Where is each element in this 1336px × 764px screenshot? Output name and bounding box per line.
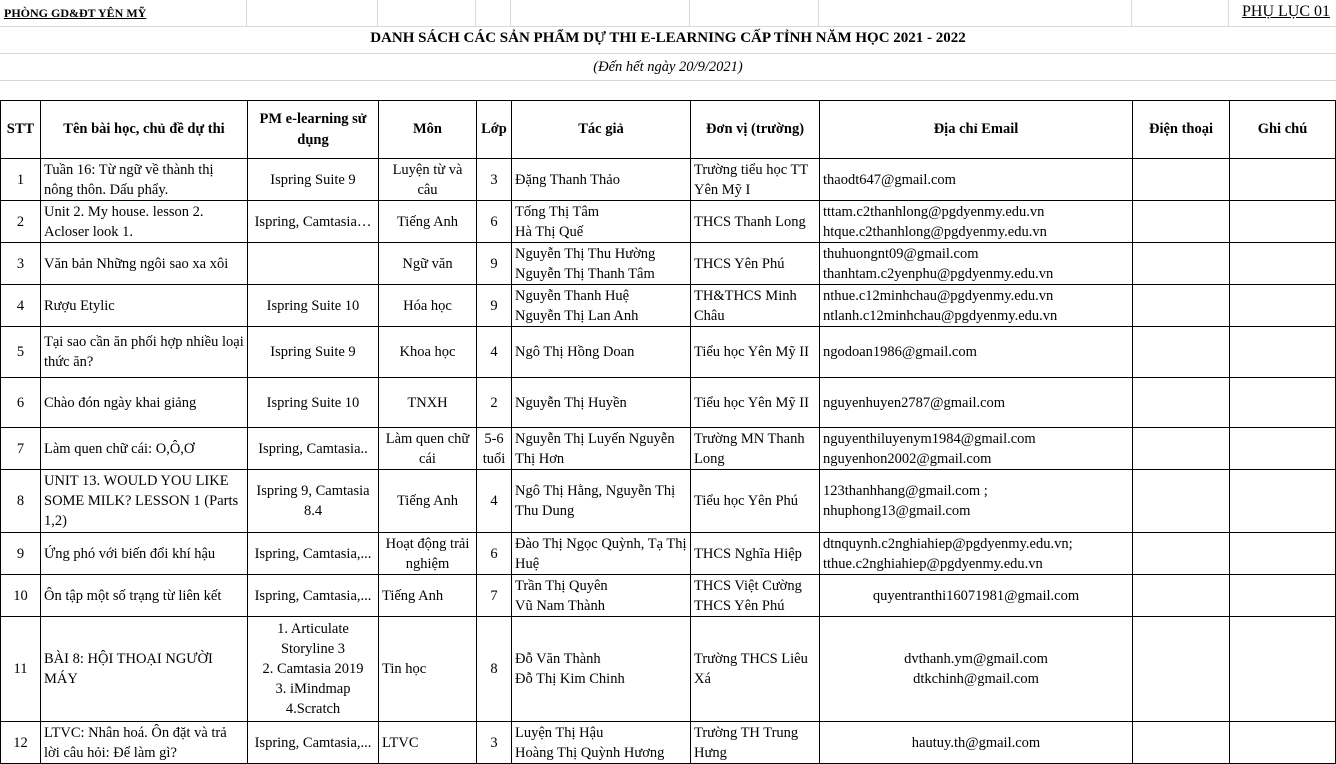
author-cell (512, 159, 691, 201)
subject-cell: Tiếng Anh (379, 575, 477, 617)
author-name: Nguyễn Thanh Huệ (515, 287, 630, 304)
column-header: Lớp (477, 101, 512, 159)
email-address: tttam.c2thanhlong@pgdyenmy.edu.vn (823, 203, 1045, 220)
grade-cell: 4 (477, 470, 512, 533)
phone-cell (1133, 617, 1230, 722)
software-cell: Ispring Suite 10 (248, 285, 379, 327)
subject-cell: Tiếng Anh (379, 470, 477, 533)
email-cell (820, 428, 1133, 470)
software-cell: Ispring, Camtasia,... (248, 575, 379, 617)
unit-cell: Trường tiểu học TT Yên Mỹ I (691, 159, 820, 201)
lesson-cell: Tuần 16: Từ ngữ về thành thị nông thôn. Dấu phẩy. (41, 159, 248, 201)
software-cell (248, 243, 379, 285)
note-cell (1230, 428, 1336, 470)
email-address: nguyenthiluyenym1984@gmail.com (823, 430, 1036, 447)
note-cell (1230, 617, 1336, 722)
phone-cell (1133, 722, 1230, 764)
grid-line (818, 0, 819, 27)
table-row (1, 533, 1336, 575)
note-cell (1230, 327, 1336, 378)
grade-cell: 6 (477, 533, 512, 575)
lesson-cell: LTVC: Nhân hoá. Ôn đặt và trả lời câu hỏi: Để làm gì? (41, 722, 248, 764)
unit-cell: Tiểu học Yên Phú (691, 470, 820, 533)
grade-cell: 2 (477, 378, 512, 428)
appendix-label: PHỤ LỤC 01 (1241, 3, 1330, 20)
note-cell (1230, 201, 1336, 243)
subject-cell: Hoạt động trải nghiệm (379, 533, 477, 575)
phone-cell (1133, 285, 1230, 327)
email-address: thaodt647@gmail.com (823, 171, 956, 188)
stt-cell: 2 (1, 201, 41, 243)
column-header: Đơn vị (trường) (691, 101, 820, 159)
author-name: Nguyễn Thị Luyến Nguyễn Thị Hơn (515, 430, 675, 467)
lesson-cell: Tại sao cần ăn phối hợp nhiều loại thức ăn? (41, 327, 248, 378)
note-cell (1230, 533, 1336, 575)
software-cell: Ispring Suite 10 (248, 378, 379, 428)
subject-cell: Làm quen chữ cái (379, 428, 477, 470)
email-cell (820, 285, 1133, 327)
email-cell (820, 470, 1133, 533)
page-title: DANH SÁCH CÁC SẢN PHẨM DỰ THI E-LEARNING CẤP TỈNH NĂM HỌC 2021 - 2022 (370, 30, 966, 46)
author-cell (512, 575, 691, 617)
phone-cell (1133, 243, 1230, 285)
column-header: Địa chỉ Email (820, 101, 1133, 159)
author-name: Tống Thị Tâm (515, 203, 600, 220)
lesson-cell: Ôn tập một số trạng từ liên kết (41, 575, 248, 617)
email-address: htque.c2thanhlong@pgdyenmy.edu.vn (823, 223, 1047, 240)
grid-line (689, 0, 690, 27)
unit-cell: THCS Thanh Long (691, 201, 820, 243)
email-address: ntlanh.c12minhchau@pgdyenmy.edu.vn (823, 307, 1058, 324)
author-cell (512, 470, 691, 533)
unit-cell: Tiểu học Yên Mỹ II (691, 378, 820, 428)
software-cell: Ispring, Camtasia… (248, 201, 379, 243)
grid-line (1228, 0, 1229, 27)
subject-cell: Khoa học (379, 327, 477, 378)
grade-cell: 6 (477, 201, 512, 243)
email-cell (820, 159, 1133, 201)
phone-cell (1133, 470, 1230, 533)
unit-cell: THCS Việt Cường THCS Yên Phú (691, 575, 820, 617)
note-cell (1230, 378, 1336, 428)
software-cell: Ispring, Camtasia.. (248, 428, 379, 470)
table-row (1, 285, 1336, 327)
email-address: dvthanh.ym@gmail.com (904, 651, 1048, 667)
stt-cell: 8 (1, 470, 41, 533)
grid-line (377, 0, 378, 27)
table-row (1, 243, 1336, 285)
lesson-cell: Làm quen chữ cái: O,Ô,Ơ (41, 428, 248, 470)
stt-cell: 1 (1, 159, 41, 201)
software-cell: Ispring, Camtasia,... (248, 533, 379, 575)
author-name: Nguyễn Thị Thanh Tâm (515, 265, 655, 282)
email-address: ngodoan1986@gmail.com (823, 344, 977, 360)
author-name: Hoàng Thị Quỳnh Hương (515, 744, 665, 761)
unit-cell: Tiểu học Yên Mỹ II (691, 327, 820, 378)
author-name: Trần Thị Quyên (515, 577, 608, 594)
note-cell (1230, 243, 1336, 285)
subject-cell: TNXH (379, 378, 477, 428)
table-row (1, 470, 1336, 533)
email-address: dtnquynh.c2nghiahiep@pgdyenmy.edu.vn; (823, 535, 1073, 552)
grade-cell: 3 (477, 722, 512, 764)
author-cell (512, 378, 691, 428)
grid-line (0, 80, 1336, 81)
software-line: 1. Articulate Storyline 3 (277, 621, 349, 657)
email-address: nthue.c12minhchau@pgdyenmy.edu.vn (823, 287, 1054, 304)
author-name: Hà Thị Quế (515, 223, 584, 240)
phone-cell (1133, 575, 1230, 617)
table-row (1, 722, 1336, 764)
email-cell (820, 201, 1133, 243)
grade-cell: 8 (477, 617, 512, 722)
lesson-cell: UNIT 13. WOULD YOU LIKE SOME MILK? LESSON 1 (Parts 1,2) (41, 470, 248, 533)
stt-cell: 10 (1, 575, 41, 617)
subject-cell: Luyện từ và câu (379, 159, 477, 201)
subject-cell: LTVC (379, 722, 477, 764)
grid-line (246, 0, 247, 27)
column-header: Tên bài học, chủ đề dự thi (41, 101, 248, 159)
unit-cell: THCS Nghĩa Hiệp (691, 533, 820, 575)
software-cell: Ispring, Camtasia,... (248, 722, 379, 764)
email-cell (820, 617, 1133, 722)
table-header-row (1, 101, 1336, 159)
email-cell (820, 533, 1133, 575)
email-cell (820, 327, 1133, 378)
unit-cell: TH&THCS Minh Châu (691, 285, 820, 327)
phone-cell (1133, 378, 1230, 428)
author-cell (512, 533, 691, 575)
phone-cell (1133, 327, 1230, 378)
unit-cell: Trường TH Trung Hưng (691, 722, 820, 764)
grade-cell: 5-6 tuổi (477, 428, 512, 470)
phone-cell (1133, 428, 1230, 470)
lesson-cell: Unit 2. My house. lesson 2. Acloser look 1. (41, 201, 248, 243)
software-cell (248, 617, 379, 722)
software-line: 3. iMindmap (275, 681, 351, 697)
author-name: Ngô Thị Hồng Doan (515, 344, 635, 360)
unit-cell: Trường THCS Liêu Xá (691, 617, 820, 722)
email-cell (820, 722, 1133, 764)
grade-cell: 3 (477, 159, 512, 201)
author-name: Nguyễn Thị Lan Anh (515, 307, 639, 324)
column-header: STT (1, 101, 41, 159)
author-name: Đỗ Thị Kim Chinh (515, 671, 625, 687)
products-table (0, 100, 1336, 764)
column-header: Tác giả (512, 101, 691, 159)
lesson-cell: BÀI 8: HỘI THOẠI NGƯỜI MÁY (41, 617, 248, 722)
page-subtitle: (Đến hết ngày 20/9/2021) (593, 59, 743, 75)
phone-cell (1133, 201, 1230, 243)
email-address: nguyenhon2002@gmail.com (823, 450, 992, 467)
grid-line (510, 0, 511, 27)
phone-cell (1133, 159, 1230, 201)
software-line: 2. Camtasia 2019 (262, 661, 364, 677)
author-cell (512, 428, 691, 470)
author-cell (512, 722, 691, 764)
table-row (1, 378, 1336, 428)
stt-cell: 12 (1, 722, 41, 764)
note-cell (1230, 470, 1336, 533)
author-name: Đỗ Văn Thành (515, 651, 601, 667)
software-cell: Ispring Suite 9 (248, 327, 379, 378)
stt-cell: 5 (1, 327, 41, 378)
department-name: PHÒNG GD&ĐT YÊN MỸ (4, 6, 147, 20)
grid-line (475, 0, 476, 27)
table-row (1, 428, 1336, 470)
grid-line (0, 53, 1336, 54)
software-cell: Ispring Suite 9 (248, 159, 379, 201)
unit-cell: THCS Yên Phú (691, 243, 820, 285)
lesson-cell: Văn bản Những ngôi sao xa xôi (41, 243, 248, 285)
author-name: Nguyễn Thị Thu Hường (515, 245, 656, 262)
column-header: Điện thoại (1133, 101, 1230, 159)
table-row (1, 617, 1336, 722)
table-row (1, 201, 1336, 243)
email-address: thanhtam.c2yenphu@pgdyenmy.edu.vn (823, 265, 1054, 282)
author-cell (512, 243, 691, 285)
stt-cell: 3 (1, 243, 41, 285)
lesson-cell: Ứng phó với biến đổi khí hậu (41, 533, 248, 575)
author-name: Nguyễn Thị Huyền (515, 394, 627, 411)
author-name: Ngô Thị Hằng, Nguyễn Thị Thu Dung (515, 483, 676, 519)
software-cell: Ispring 9, Camtasia 8.4 (248, 470, 379, 533)
note-cell (1230, 722, 1336, 764)
email-address: dtkchinh@gmail.com (913, 671, 1039, 687)
author-cell (512, 327, 691, 378)
author-name: Đặng Thanh Thảo (515, 171, 620, 188)
author-cell (512, 617, 691, 722)
grid-line (0, 26, 1336, 27)
column-header: Ghi chú (1230, 101, 1336, 159)
unit-cell: Trường MN Thanh Long (691, 428, 820, 470)
grade-cell: 4 (477, 327, 512, 378)
subject-cell: Tin học (379, 617, 477, 722)
grade-cell: 7 (477, 575, 512, 617)
author-name: Đào Thị Ngọc Quỳnh, Tạ Thị Huệ (515, 535, 687, 572)
email-address: 123thanhhang@gmail.com ; (823, 483, 988, 499)
email-cell (820, 378, 1133, 428)
stt-cell: 4 (1, 285, 41, 327)
email-cell (820, 575, 1133, 617)
note-cell (1230, 285, 1336, 327)
subject-cell: Hóa học (379, 285, 477, 327)
grade-cell: 9 (477, 285, 512, 327)
column-header: PM e-learning sử dụng (248, 101, 379, 159)
author-name: Vũ Nam Thành (515, 597, 605, 614)
email-address: nhuphong13@gmail.com (823, 503, 971, 519)
note-cell (1230, 575, 1336, 617)
email-address: nguyenhuyen2787@gmail.com (823, 394, 1006, 411)
author-cell (512, 285, 691, 327)
stt-cell: 6 (1, 378, 41, 428)
email-cell (820, 243, 1133, 285)
email-address: hautuy.th@gmail.com (911, 734, 1041, 751)
stt-cell: 9 (1, 533, 41, 575)
phone-cell (1133, 533, 1230, 575)
subject-cell: Tiếng Anh (379, 201, 477, 243)
author-name: Luyện Thị Hậu (515, 724, 604, 741)
stt-cell: 7 (1, 428, 41, 470)
note-cell (1230, 159, 1336, 201)
grade-cell: 9 (477, 243, 512, 285)
email-address: tthue.c2nghiahiep@pgdyenmy.edu.vn (823, 555, 1043, 572)
lesson-cell: Rượu Etylic (41, 285, 248, 327)
table-row (1, 159, 1336, 201)
software-line: 4.Scratch (285, 701, 341, 717)
table-row (1, 575, 1336, 617)
author-cell (512, 201, 691, 243)
sheet-header-area (0, 0, 1336, 100)
column-header: Môn (379, 101, 477, 159)
table-row (1, 327, 1336, 378)
lesson-cell: Chào đón ngày khai giảng (41, 378, 248, 428)
grid-line (1131, 0, 1132, 27)
email-address: quyentranthi16071981@gmail.com (872, 587, 1080, 604)
stt-cell: 11 (1, 617, 41, 722)
subject-cell: Ngữ văn (379, 243, 477, 285)
email-address: thuhuongnt09@gmail.com (823, 245, 979, 262)
